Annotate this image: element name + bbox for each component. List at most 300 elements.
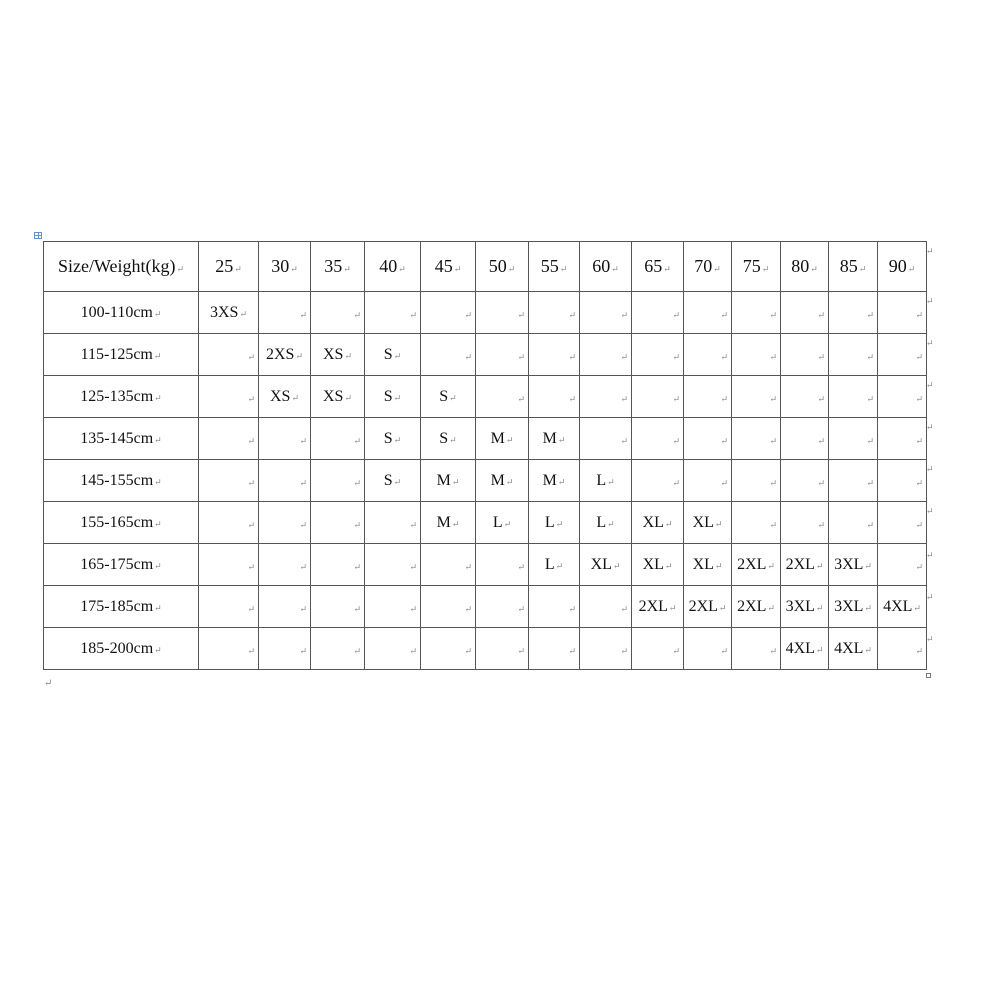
size-cell[interactable] [476,460,529,502]
cell-end-mark: ↵ [611,264,619,274]
size-cell[interactable] [421,334,476,376]
size-value: S [439,387,449,405]
size-cell[interactable] [732,376,781,418]
size-value: 4XL [883,597,913,615]
size-cell[interactable] [684,502,732,544]
cell-end-mark: ↵ [858,264,867,274]
cell-end-mark: ↵ [154,476,162,487]
size-cell[interactable] [529,418,580,460]
size-cell[interactable] [476,544,529,586]
cell-end-mark: ↵ [568,604,576,614]
height-label-cell[interactable] [44,586,199,628]
size-cell[interactable] [732,292,781,334]
size-cell[interactable] [199,292,259,334]
size-cell[interactable] [829,292,878,334]
cell-end-mark: ↵ [353,520,361,530]
size-cell[interactable] [580,292,632,334]
size-cell[interactable] [878,544,927,586]
cell-end-mark: ↵ [620,604,628,614]
table-row [44,502,927,544]
cell-end-mark: ↵ [664,518,673,529]
size-cell[interactable] [684,460,732,502]
size-cell[interactable] [365,376,421,418]
cell-end-mark: ↵ [299,478,307,488]
size-cell[interactable] [259,544,311,586]
cell-end-mark: ↵ [815,560,824,571]
cell-end-mark: ↵ [290,264,298,274]
cell-end-mark: ↵ [464,352,472,362]
size-value: XS [323,345,344,363]
cell-end-mark: ↵ [769,520,777,530]
cell-end-mark: ↵ [769,352,777,362]
size-chart-table [43,241,927,670]
cell-end-mark: ↵ [817,310,825,320]
size-cell[interactable] [311,418,365,460]
size-value: L [596,471,607,489]
size-cell[interactable] [365,334,421,376]
size-cell[interactable] [529,334,580,376]
size-value: XS [323,387,344,405]
header-row [44,242,927,292]
size-cell[interactable] [476,334,529,376]
size-cell[interactable] [259,628,311,670]
height-label: 100-110cm [80,303,153,321]
size-cell[interactable] [781,586,829,628]
cell-end-mark: ↵ [353,478,361,488]
cell-end-mark: ↵ [620,352,628,362]
height-label: 175-185cm [80,597,154,615]
size-cell[interactable] [684,334,732,376]
row-end-mark: ↵ [926,550,934,560]
size-cell[interactable] [632,418,684,460]
size-cell[interactable] [878,292,927,334]
size-cell[interactable] [421,376,476,418]
weight-header-cell[interactable] [829,242,878,292]
size-cell[interactable] [829,418,878,460]
size-cell[interactable] [529,292,580,334]
size-cell[interactable] [311,460,365,502]
size-value: M [436,513,451,531]
size-cell[interactable] [476,628,529,670]
size-cell[interactable] [529,376,580,418]
size-cell[interactable] [476,586,529,628]
height-label: 165-175cm [80,555,154,573]
cell-end-mark: ↵ [176,264,185,274]
cell-end-mark: ↵ [299,520,307,530]
cell-end-mark: ↵ [815,644,824,655]
size-cell[interactable] [580,502,632,544]
cell-end-mark: ↵ [915,352,923,362]
cell-end-mark: ↵ [344,350,352,361]
size-cell[interactable] [421,586,476,628]
cell-end-mark: ↵ [620,310,628,320]
cell-end-mark: ↵ [247,562,255,572]
cell-end-mark: ↵ [449,392,457,403]
cell-end-mark: ↵ [672,436,680,446]
size-cell[interactable] [732,334,781,376]
cell-end-mark: ↵ [409,562,417,572]
size-cell[interactable] [732,418,781,460]
cell-end-mark: ↵ [664,560,673,571]
size-cell[interactable] [580,376,632,418]
size-cell[interactable] [311,628,365,670]
size-cell[interactable] [829,460,878,502]
height-label: 115-125cm [80,345,153,363]
cell-end-mark: ↵ [713,264,721,274]
cell-end-mark: ↵ [915,478,923,488]
height-label-cell[interactable] [44,544,199,586]
cell-end-mark: ↵ [154,434,162,445]
cell-end-mark: ↵ [517,352,525,362]
cell-end-mark: ↵ [915,562,923,572]
cell-end-mark: ↵ [239,308,247,319]
size-cell[interactable] [311,586,365,628]
size-cell[interactable] [829,586,878,628]
cell-end-mark: ↵ [557,476,566,487]
size-cell[interactable] [632,460,684,502]
cell-end-mark: ↵ [291,392,299,403]
cell-end-mark: ↵ [409,604,417,614]
size-value: L [544,513,555,531]
height-label-cell[interactable] [44,376,199,418]
size-cell[interactable] [365,502,421,544]
row-end-mark: ↵ [926,464,934,474]
weight-header-cell[interactable] [311,242,365,292]
size-cell[interactable] [878,376,927,418]
size-value: M [542,471,557,489]
size-cell[interactable] [829,376,878,418]
size-value: S [383,429,393,447]
size-cell[interactable] [199,628,259,670]
size-cell[interactable] [311,544,365,586]
size-cell[interactable] [732,502,781,544]
height-label: 145-155cm [80,471,154,489]
size-cell[interactable] [421,418,476,460]
cell-end-mark: ↵ [464,562,472,572]
table-row [44,376,927,418]
size-cell[interactable] [732,460,781,502]
table-row [44,586,927,628]
table-row [44,292,927,334]
cell-end-mark: ↵ [714,560,723,571]
header-label: 80 [791,256,810,276]
size-cell[interactable] [580,460,632,502]
size-cell[interactable] [580,334,632,376]
cell-end-mark: ↵ [568,352,576,362]
cell-end-mark: ↵ [817,478,825,488]
weight-header-cell[interactable] [199,242,259,292]
cell-end-mark: ↵ [295,350,303,361]
height-label-cell[interactable] [44,502,199,544]
size-cell[interactable] [632,628,684,670]
size-cell[interactable] [311,376,365,418]
cell-end-mark: ↵ [866,352,874,362]
cell-end-mark: ↵ [247,436,255,446]
cell-end-mark: ↵ [393,392,402,403]
row-end-mark: ↵ [926,634,934,644]
header-label: 35 [324,256,343,276]
size-cell[interactable] [781,544,829,586]
header-label: 65 [644,256,663,276]
cell-end-mark: ↵ [620,646,628,656]
cell-end-mark: ↵ [247,478,255,488]
size-cell[interactable] [365,418,421,460]
cell-end-mark: ↵ [353,604,361,614]
size-cell[interactable] [365,544,421,586]
weight-header-cell[interactable] [529,242,580,292]
cell-end-mark: ↵ [672,646,680,656]
size-cell[interactable] [476,292,529,334]
cell-end-mark: ↵ [503,518,512,529]
row-end-mark: ↵ [926,338,934,348]
size-cell[interactable] [632,334,684,376]
size-cell[interactable] [878,334,927,376]
cell-end-mark: ↵ [915,436,923,446]
size-cell[interactable] [311,334,365,376]
cell-end-mark: ↵ [767,560,775,571]
size-cell[interactable] [781,334,829,376]
size-cell[interactable] [259,376,311,418]
size-cell[interactable] [684,376,732,418]
size-cell[interactable] [580,418,632,460]
cell-end-mark: ↵ [353,310,361,320]
size-value: XL [590,555,612,573]
table-resize-handle-icon[interactable] [926,673,931,678]
cell-end-mark: ↵ [507,264,516,274]
size-value: 3XL [834,555,864,573]
size-cell[interactable] [259,334,311,376]
cell-end-mark: ↵ [668,602,677,613]
size-cell[interactable] [421,292,476,334]
size-cell[interactable] [878,460,927,502]
size-cell[interactable] [421,628,476,670]
cell-end-mark: ↵ [247,604,255,614]
cell-end-mark: ↵ [464,604,472,614]
cell-end-mark: ↵ [409,310,417,320]
header-label: 85 [839,256,858,276]
size-value: 2XL [638,597,668,615]
size-cell[interactable] [580,544,632,586]
size-cell[interactable] [781,460,829,502]
header-corner-cell[interactable] [44,242,199,292]
cell-end-mark: ↵ [864,602,872,613]
weight-header-cell[interactable] [732,242,781,292]
cell-end-mark: ↵ [299,562,307,572]
size-value: M [542,429,557,447]
height-label-cell[interactable] [44,292,199,334]
cell-end-mark: ↵ [555,560,564,571]
size-cell[interactable] [476,418,529,460]
size-cell[interactable] [878,502,927,544]
weight-header-cell[interactable] [476,242,529,292]
cell-end-mark: ↵ [247,520,255,530]
size-cell[interactable] [829,628,878,670]
cell-end-mark: ↵ [398,264,406,274]
size-cell[interactable] [632,502,684,544]
weight-header-cell[interactable] [365,242,421,292]
size-cell[interactable] [781,376,829,418]
cell-end-mark: ↵ [299,604,307,614]
size-cell[interactable] [632,292,684,334]
cell-end-mark: ↵ [247,646,255,656]
paragraph-mark: ↵ [44,678,53,689]
size-cell[interactable] [529,586,580,628]
size-value: 2XL [688,597,718,615]
size-cell[interactable] [259,418,311,460]
cell-end-mark: ↵ [154,644,162,655]
cell-end-mark: ↵ [343,264,351,274]
header-label: 55 [540,256,559,276]
row-end-mark: ↵ [926,422,934,432]
size-cell[interactable] [259,292,311,334]
size-cell[interactable] [580,586,632,628]
size-cell[interactable] [476,376,529,418]
header-label: 25 [215,256,234,276]
cell-end-mark: ↵ [866,394,874,404]
size-cell[interactable] [684,586,732,628]
cell-end-mark: ↵ [517,562,525,572]
size-cell[interactable] [632,376,684,418]
size-cell[interactable] [878,628,927,670]
weight-header-cell[interactable] [580,242,632,292]
cell-end-mark: ↵ [517,604,525,614]
size-value: XL [642,513,664,531]
size-cell[interactable] [199,460,259,502]
size-cell[interactable] [529,460,580,502]
cell-end-mark: ↵ [767,602,775,613]
height-label-cell[interactable] [44,460,199,502]
table-row [44,460,927,502]
size-cell[interactable] [365,628,421,670]
cell-end-mark: ↵ [817,352,825,362]
size-cell[interactable] [781,502,829,544]
cell-end-mark: ↵ [154,518,162,529]
weight-header-cell[interactable] [259,242,311,292]
size-cell[interactable] [365,460,421,502]
header-label: 90 [888,256,907,276]
size-value: M [490,429,505,447]
row-end-mark: ↵ [926,380,934,390]
size-cell[interactable] [311,292,365,334]
size-cell[interactable] [259,502,311,544]
size-cell[interactable] [199,418,259,460]
weight-header-cell[interactable] [632,242,684,292]
size-cell[interactable] [421,502,476,544]
size-cell[interactable] [632,586,684,628]
size-cell[interactable] [421,460,476,502]
cell-end-mark: ↵ [299,436,307,446]
cell-end-mark: ↵ [409,646,417,656]
size-cell[interactable] [199,502,259,544]
cell-end-mark: ↵ [353,646,361,656]
size-value: M [490,471,505,489]
cell-end-mark: ↵ [568,310,576,320]
table-row [44,334,927,376]
size-value: XL [642,555,664,573]
weight-header-cell[interactable] [878,242,927,292]
height-label-cell[interactable] [44,628,199,670]
cell-end-mark: ↵ [720,646,728,656]
cell-end-mark: ↵ [247,394,255,404]
size-cell[interactable] [580,628,632,670]
cell-end-mark: ↵ [866,436,874,446]
size-cell[interactable] [529,502,580,544]
size-cell[interactable] [529,544,580,586]
size-value: 3XL [834,597,864,615]
size-cell[interactable] [829,544,878,586]
size-cell[interactable] [199,376,259,418]
cell-end-mark: ↵ [154,560,162,571]
cell-end-mark: ↵ [663,264,671,274]
size-cell[interactable] [684,418,732,460]
size-cell[interactable] [732,628,781,670]
table-row [44,544,927,586]
header-label: 70 [694,256,713,276]
size-cell[interactable] [781,418,829,460]
table-move-handle-icon[interactable] [34,232,42,239]
size-cell[interactable] [259,586,311,628]
size-cell[interactable] [829,502,878,544]
cell-end-mark: ↵ [915,394,923,404]
size-value: 2XL [737,555,767,573]
size-cell[interactable] [311,502,365,544]
weight-header-cell[interactable] [781,242,829,292]
size-value: XL [692,555,714,573]
height-label-cell[interactable] [44,334,199,376]
size-cell[interactable] [781,628,829,670]
size-cell[interactable] [199,334,259,376]
size-value: S [439,429,449,447]
cell-end-mark: ↵ [864,644,872,655]
cell-end-mark: ↵ [761,264,770,274]
weight-header-cell[interactable] [421,242,476,292]
size-cell[interactable] [259,460,311,502]
size-cell[interactable] [529,628,580,670]
cell-end-mark: ↵ [817,436,825,446]
size-cell[interactable] [476,502,529,544]
size-cell[interactable] [732,544,781,586]
size-cell[interactable] [878,586,927,628]
weight-header-cell[interactable] [684,242,732,292]
row-end-mark: ↵ [926,506,934,516]
cell-end-mark: ↵ [517,310,525,320]
size-cell[interactable] [421,544,476,586]
size-cell[interactable] [684,628,732,670]
height-label-cell[interactable] [44,418,199,460]
cell-end-mark: ↵ [769,646,777,656]
size-cell[interactable] [684,292,732,334]
size-cell[interactable] [365,586,421,628]
size-value: S [383,471,393,489]
size-value: 2XL [737,597,767,615]
cell-end-mark: ↵ [769,310,777,320]
size-cell[interactable] [878,418,927,460]
size-cell[interactable] [199,586,259,628]
cell-end-mark: ↵ [607,476,615,487]
size-cell[interactable] [781,292,829,334]
size-cell[interactable] [365,292,421,334]
size-value: 2XS [266,345,295,363]
size-cell[interactable] [732,586,781,628]
size-cell[interactable] [684,544,732,586]
header-label: Size/Weight(kg) [57,256,176,276]
height-label: 155-165cm [80,513,154,531]
cell-end-mark: ↵ [866,478,874,488]
size-cell[interactable] [632,544,684,586]
table-row [44,418,927,460]
size-cell[interactable] [829,334,878,376]
size-cell[interactable] [199,544,259,586]
